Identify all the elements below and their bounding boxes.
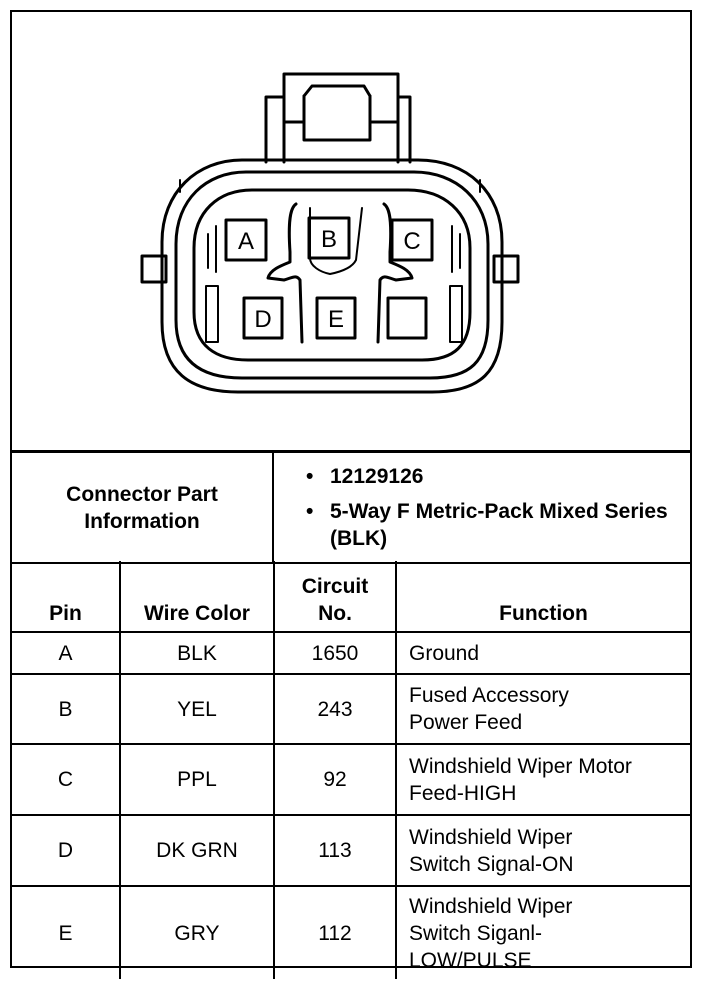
cell-function [396, 674, 690, 744]
cell-circuit: 113 [274, 815, 396, 886]
housing-middle [176, 172, 488, 378]
header-circuit-line2: No. [318, 602, 352, 625]
cell-wire-color: PPL [120, 744, 274, 815]
function-line: Feed-HIGH [409, 781, 517, 805]
pin-cavity-empty [388, 298, 426, 338]
cell-circuit: 92 [274, 744, 396, 815]
pin-label-e: E [327, 306, 345, 333]
connector-info-item [306, 498, 680, 552]
function-line: Switch Siganl- [409, 921, 543, 945]
table-row [12, 744, 690, 815]
locking-latch [266, 74, 410, 162]
header-function: Function [396, 561, 690, 632]
cell-function [396, 632, 690, 674]
table-row [12, 632, 690, 674]
cell-circuit: 1650 [274, 632, 396, 674]
function-line: Fused Accessory [409, 684, 569, 707]
cell-wire-color: YEL [120, 674, 274, 744]
header-circuit-line1: Circuit [301, 575, 369, 598]
connector-info-item [306, 463, 680, 490]
connector-part-info-table [12, 450, 690, 564]
connector-info-label-line2: Information [84, 509, 200, 533]
table-row [12, 815, 690, 886]
function-line: Power Feed [409, 711, 523, 734]
cell-pin: D [12, 815, 120, 886]
function-line: Windshield Wiper Motor [409, 754, 632, 778]
cell-circuit: 112 [274, 886, 396, 979]
cell-pin: A [12, 632, 120, 674]
connector-info-list [273, 452, 690, 564]
housing-outer [162, 160, 502, 392]
header-wire-color: Wire Color [120, 561, 274, 632]
cell-pin: E [12, 886, 120, 979]
cell-function [396, 744, 690, 815]
header-pin: Pin [12, 561, 120, 632]
pin-table [12, 561, 690, 979]
header-circuit [274, 561, 396, 632]
cell-wire-color: BLK [120, 632, 274, 674]
connector-diagram [12, 12, 690, 450]
connector-info-label [12, 452, 273, 564]
pin-label-d: D [254, 306, 272, 333]
cell-wire-color: GRY [120, 886, 274, 979]
function-line: LOW/PULSE [409, 948, 532, 972]
pin-label-c: C [403, 228, 421, 255]
bullet-icon: • [306, 500, 314, 523]
table-row [12, 886, 690, 979]
cell-function [396, 886, 690, 979]
table-row [12, 674, 690, 744]
function-line: Switch Signal-ON [409, 852, 574, 876]
cell-wire-color: DK GRN [120, 815, 274, 886]
cell-function [396, 815, 690, 886]
function-line: Windshield Wiper [409, 825, 573, 849]
cell-circuit: 243 [274, 674, 396, 744]
table-header-row [12, 561, 690, 632]
part-number: 12129126 [330, 465, 424, 488]
cell-pin: C [12, 744, 120, 815]
housing-inner [194, 190, 470, 360]
pin-label-a: A [237, 228, 255, 255]
connector-info-label-line1: Connector Part [66, 482, 218, 506]
connector-description: 5-Way F Metric-Pack Mixed Series (BLK) [330, 500, 668, 550]
cavity-divider-left [268, 204, 302, 342]
bullet-icon: • [306, 465, 314, 488]
pin-label-b: B [320, 226, 338, 253]
cell-pin: B [12, 674, 120, 744]
side-tab-right [494, 256, 518, 282]
function-line: Ground [409, 641, 480, 665]
cavity-divider-right [378, 204, 412, 342]
function-line: Windshield Wiper [409, 894, 573, 918]
